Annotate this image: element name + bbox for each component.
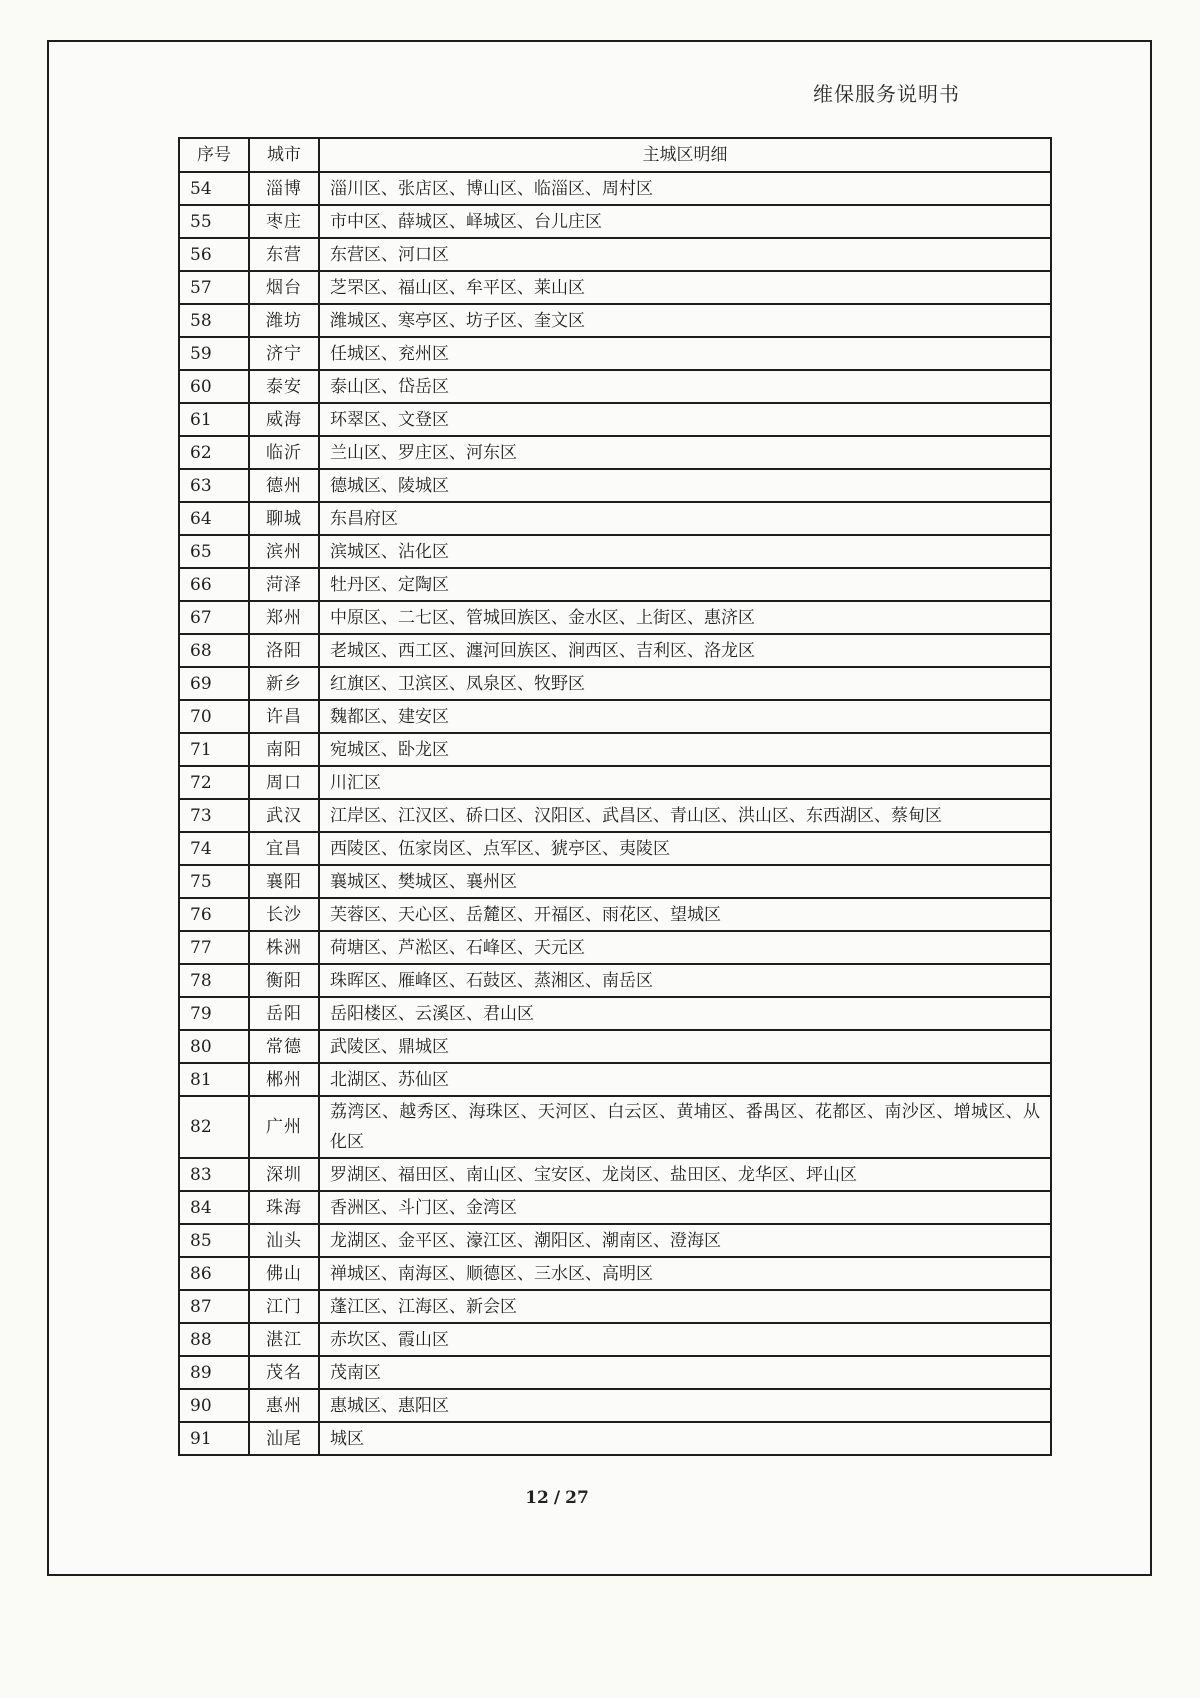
table-row [179, 1356, 1051, 1389]
column-header-city: 城市 [249, 138, 319, 172]
row-districts-cell: 老城区、西工区、瀍河回族区、涧西区、吉利区、洛龙区 [319, 634, 1051, 667]
row-number-cell: 66 [179, 568, 249, 601]
row-number-cell: 57 [179, 271, 249, 304]
row-number-cell: 76 [179, 898, 249, 931]
table-row [179, 964, 1051, 997]
row-city-cell: 宜昌 [249, 832, 319, 865]
row-city-cell: 济宁 [249, 337, 319, 370]
row-number-cell: 89 [179, 1356, 249, 1389]
row-districts-cell: 芙蓉区、天心区、岳麓区、开福区、雨花区、望城区 [319, 898, 1051, 931]
row-city-cell: 深圳 [249, 1158, 319, 1191]
row-city-cell: 惠州 [249, 1389, 319, 1422]
row-number-cell: 81 [179, 1063, 249, 1096]
row-city-cell: 汕尾 [249, 1422, 319, 1455]
row-number-cell: 80 [179, 1030, 249, 1063]
document-title: 维保服务说明书 [813, 82, 960, 106]
row-districts-cell: 芝罘区、福山区、牟平区、莱山区 [319, 271, 1051, 304]
row-districts-cell: 茂南区 [319, 1356, 1051, 1389]
table-row [179, 1290, 1051, 1323]
row-districts-cell: 武陵区、鼎城区 [319, 1030, 1051, 1063]
table-row [179, 1063, 1051, 1096]
table-row [179, 832, 1051, 865]
row-number-cell: 62 [179, 436, 249, 469]
page-number-separator: / [553, 1488, 561, 1508]
row-city-cell: 长沙 [249, 898, 319, 931]
table-row [179, 403, 1051, 436]
row-number-cell: 72 [179, 766, 249, 799]
table-row [179, 238, 1051, 271]
row-city-cell: 汕头 [249, 1224, 319, 1257]
row-districts-cell: 襄城区、樊城区、襄州区 [319, 865, 1051, 898]
row-districts-cell: 龙湖区、金平区、濠江区、潮阳区、潮南区、澄海区 [319, 1224, 1051, 1257]
row-number-cell: 73 [179, 799, 249, 832]
table-row [179, 436, 1051, 469]
row-city-cell: 郴州 [249, 1063, 319, 1096]
row-number-cell: 88 [179, 1323, 249, 1356]
row-city-cell: 衡阳 [249, 964, 319, 997]
table-row [179, 205, 1051, 238]
table-row [179, 469, 1051, 502]
row-number-cell: 64 [179, 502, 249, 535]
table-row [179, 1389, 1051, 1422]
row-number-cell: 91 [179, 1422, 249, 1455]
row-city-cell: 佛山 [249, 1257, 319, 1290]
row-city-cell: 泰安 [249, 370, 319, 403]
table-row [179, 1323, 1051, 1356]
row-number-cell: 85 [179, 1224, 249, 1257]
row-number-cell: 90 [179, 1389, 249, 1422]
row-number-cell: 67 [179, 601, 249, 634]
row-number-cell: 55 [179, 205, 249, 238]
row-number-cell: 74 [179, 832, 249, 865]
row-number-cell: 59 [179, 337, 249, 370]
row-number-cell: 69 [179, 667, 249, 700]
row-number-cell: 86 [179, 1257, 249, 1290]
table-row [179, 1422, 1051, 1455]
row-city-cell: 岳阳 [249, 997, 319, 1030]
row-districts-cell: 潍城区、寒亭区、坊子区、奎文区 [319, 304, 1051, 337]
row-number-cell: 65 [179, 535, 249, 568]
row-city-cell: 株洲 [249, 931, 319, 964]
page-number [0, 1488, 1114, 1508]
table-row [179, 733, 1051, 766]
row-number-cell: 54 [179, 172, 249, 205]
row-number-cell: 70 [179, 700, 249, 733]
table-row [179, 172, 1051, 205]
row-districts-cell: 宛城区、卧龙区 [319, 733, 1051, 766]
row-city-cell: 枣庄 [249, 205, 319, 238]
row-city-cell: 淄博 [249, 172, 319, 205]
table-row [179, 337, 1051, 370]
row-districts-cell: 荔湾区、越秀区、海珠区、天河区、白云区、黄埔区、番禺区、花都区、南沙区、增城区、从化区 [319, 1096, 1051, 1158]
table-row [179, 766, 1051, 799]
row-city-cell: 武汉 [249, 799, 319, 832]
row-districts-cell: 任城区、兖州区 [319, 337, 1051, 370]
row-city-cell: 许昌 [249, 700, 319, 733]
row-city-cell: 潍坊 [249, 304, 319, 337]
table-row [179, 667, 1051, 700]
row-districts-cell: 东昌府区 [319, 502, 1051, 535]
table-row [179, 304, 1051, 337]
row-districts-cell: 荷塘区、芦淞区、石峰区、天元区 [319, 931, 1051, 964]
table-row [179, 502, 1051, 535]
row-districts-cell: 西陵区、伍家岗区、点军区、猇亭区、夷陵区 [319, 832, 1051, 865]
row-city-cell: 威海 [249, 403, 319, 436]
table-row [179, 997, 1051, 1030]
row-districts-cell: 德城区、陵城区 [319, 469, 1051, 502]
row-districts-cell: 中原区、二七区、管城回族区、金水区、上街区、惠济区 [319, 601, 1051, 634]
row-districts-cell: 蓬江区、江海区、新会区 [319, 1290, 1051, 1323]
row-districts-cell: 环翠区、文登区 [319, 403, 1051, 436]
row-number-cell: 58 [179, 304, 249, 337]
row-city-cell: 常德 [249, 1030, 319, 1063]
row-districts-cell: 城区 [319, 1422, 1051, 1455]
table-row [179, 799, 1051, 832]
row-city-cell: 广州 [249, 1096, 319, 1158]
row-districts-cell: 岳阳楼区、云溪区、君山区 [319, 997, 1051, 1030]
table-row [179, 898, 1051, 931]
table-header-row [179, 138, 1051, 172]
row-districts-cell: 牡丹区、定陶区 [319, 568, 1051, 601]
row-city-cell: 江门 [249, 1290, 319, 1323]
row-districts-cell: 珠晖区、雁峰区、石鼓区、蒸湘区、南岳区 [319, 964, 1051, 997]
row-districts-cell: 淄川区、张店区、博山区、临淄区、周村区 [319, 172, 1051, 205]
column-header-districts: 主城区明细 [319, 138, 1051, 172]
table-row [179, 535, 1051, 568]
table-row [179, 700, 1051, 733]
row-number-cell: 83 [179, 1158, 249, 1191]
row-districts-cell: 禅城区、南海区、顺德区、三水区、高明区 [319, 1257, 1051, 1290]
row-districts-cell: 市中区、薛城区、峄城区、台儿庄区 [319, 205, 1051, 238]
table-row [179, 370, 1051, 403]
table-row [179, 634, 1051, 667]
row-number-cell: 61 [179, 403, 249, 436]
row-districts-cell: 赤坎区、霞山区 [319, 1323, 1051, 1356]
row-city-cell: 新乡 [249, 667, 319, 700]
row-number-cell: 75 [179, 865, 249, 898]
table-row [179, 865, 1051, 898]
row-city-cell: 南阳 [249, 733, 319, 766]
row-city-cell: 东营 [249, 238, 319, 271]
row-districts-cell: 江岸区、江汉区、硚口区、汉阳区、武昌区、青山区、洪山区、东西湖区、蔡甸区 [319, 799, 1051, 832]
table-row [179, 1257, 1051, 1290]
row-districts-cell: 川汇区 [319, 766, 1051, 799]
row-districts-cell: 滨城区、沾化区 [319, 535, 1051, 568]
row-city-cell: 茂名 [249, 1356, 319, 1389]
row-number-cell: 87 [179, 1290, 249, 1323]
row-number-cell: 60 [179, 370, 249, 403]
row-number-cell: 82 [179, 1096, 249, 1158]
row-city-cell: 菏泽 [249, 568, 319, 601]
row-districts-cell: 魏都区、建安区 [319, 700, 1051, 733]
row-districts-cell: 兰山区、罗庄区、河东区 [319, 436, 1051, 469]
row-districts-cell: 惠城区、惠阳区 [319, 1389, 1051, 1422]
row-districts-cell: 红旗区、卫滨区、凤泉区、牧野区 [319, 667, 1051, 700]
row-number-cell: 68 [179, 634, 249, 667]
row-number-cell: 79 [179, 997, 249, 1030]
row-city-cell: 德州 [249, 469, 319, 502]
row-city-cell: 珠海 [249, 1191, 319, 1224]
districts-table [178, 137, 1052, 1456]
row-city-cell: 湛江 [249, 1323, 319, 1356]
row-city-cell: 滨州 [249, 535, 319, 568]
table-row [179, 568, 1051, 601]
row-number-cell: 71 [179, 733, 249, 766]
row-number-cell: 77 [179, 931, 249, 964]
row-districts-cell: 东营区、河口区 [319, 238, 1051, 271]
row-city-cell: 周口 [249, 766, 319, 799]
row-city-cell: 聊城 [249, 502, 319, 535]
row-districts-cell: 北湖区、苏仙区 [319, 1063, 1051, 1096]
row-city-cell: 临沂 [249, 436, 319, 469]
row-districts-cell: 香洲区、斗门区、金湾区 [319, 1191, 1051, 1224]
table-row [179, 931, 1051, 964]
row-city-cell: 洛阳 [249, 634, 319, 667]
row-number-cell: 84 [179, 1191, 249, 1224]
row-number-cell: 78 [179, 964, 249, 997]
row-number-cell: 56 [179, 238, 249, 271]
table-row [179, 1224, 1051, 1257]
page-number-total: 27 [565, 1488, 589, 1508]
table-row [179, 271, 1051, 304]
row-city-cell: 郑州 [249, 601, 319, 634]
table-row [179, 1191, 1051, 1224]
table-row [179, 601, 1051, 634]
table-row [179, 1030, 1051, 1063]
row-city-cell: 烟台 [249, 271, 319, 304]
row-city-cell: 襄阳 [249, 865, 319, 898]
row-districts-cell: 泰山区、岱岳区 [319, 370, 1051, 403]
table-row [179, 1096, 1051, 1158]
column-header-number: 序号 [179, 138, 249, 172]
page-number-current: 12 [525, 1488, 549, 1508]
row-number-cell: 63 [179, 469, 249, 502]
table-row [179, 1158, 1051, 1191]
row-districts-cell: 罗湖区、福田区、南山区、宝安区、龙岗区、盐田区、龙华区、坪山区 [319, 1158, 1051, 1191]
